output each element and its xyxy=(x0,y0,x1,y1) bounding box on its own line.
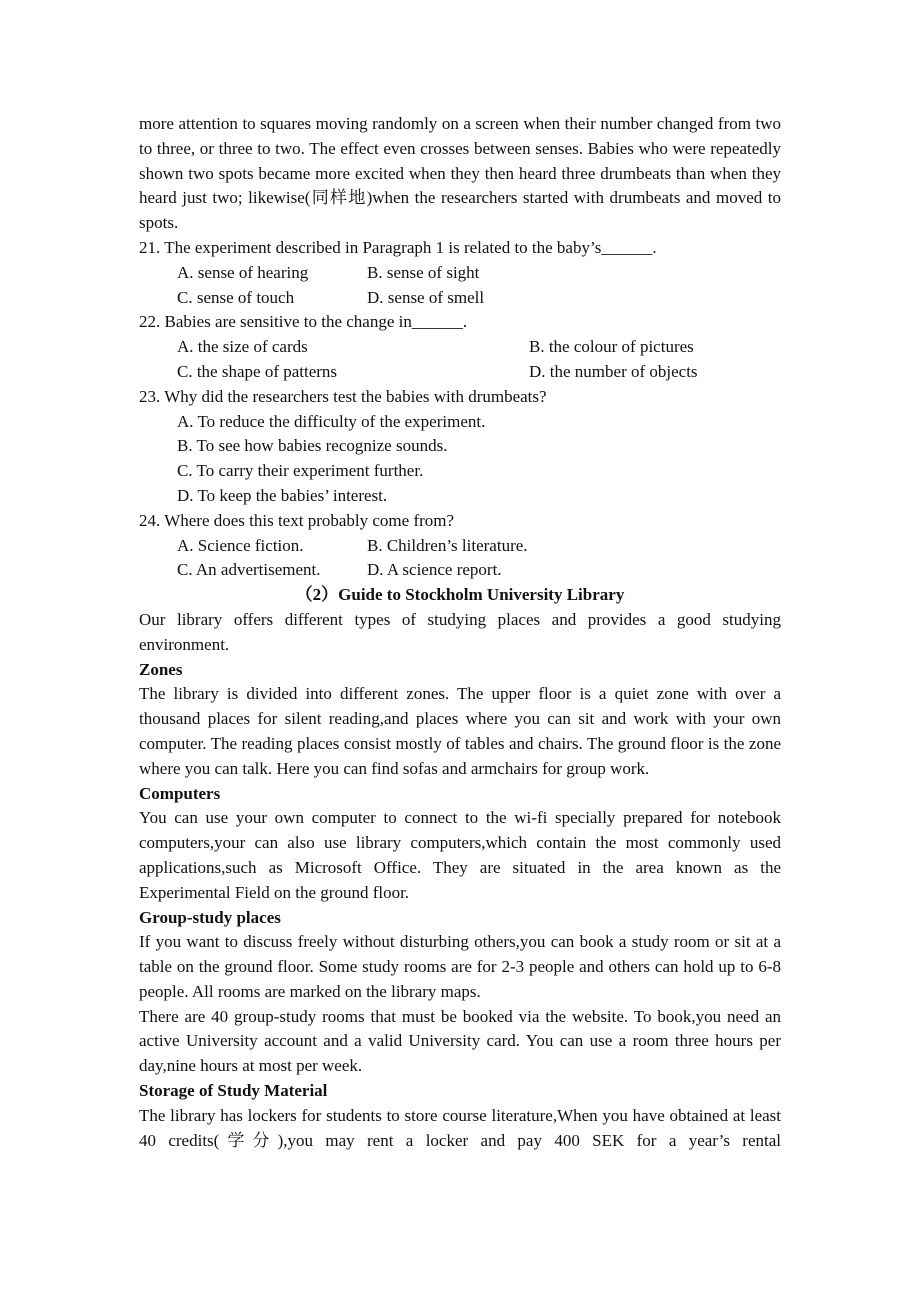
option-22-a: A. the size of cards xyxy=(177,337,308,357)
option-24-c: C. An advertisement. xyxy=(177,560,321,580)
question-24-options-row-1 xyxy=(139,534,781,559)
question-21-options-row-1 xyxy=(139,261,781,286)
option-21-d: D. sense of smell xyxy=(367,287,485,307)
question-22-options-row-1 xyxy=(139,335,781,360)
question-22-stem: 22. Babies are sensitive to the change in______. xyxy=(139,312,468,332)
section-group-study-paragraph-1: If you want to discuss freely without disturbing others,you can book a study room or sit at a table on the ground floor. Some study rooms are for 2-3 people and others can hold up to 6-8 people. All rooms are marked on the library maps. xyxy=(139,932,781,1001)
section-heading-storage: Storage of Study Material xyxy=(139,1081,328,1101)
option-22-b: B. the colour of pictures xyxy=(529,337,694,357)
question-24-stem: 24. Where does this text probably come from? xyxy=(139,510,455,530)
section-heading-computers: Computers xyxy=(139,783,221,803)
option-21-c: C. sense of touch xyxy=(177,287,295,307)
section-storage-paragraph: The library has lockers for students to store course literature,When you have obtained at least 40 credits(学分),you may rent a locker and pay 400 SEK for a year’s rental xyxy=(139,1105,781,1150)
passage2-intro: Our library offers different types of studying places and provides a good studying environment. xyxy=(139,609,781,654)
section-group-study-paragraph-2: There are 40 group-study rooms that must be booked via the website. To book,you need an active University account and a valid University card. You can use a room three hours per day,nine hours at most per week. xyxy=(139,1006,781,1076)
section-heading-zones: Zones xyxy=(139,659,183,679)
option-23-c: C. To carry their experiment further. xyxy=(177,461,424,481)
option-23-b: B. To see how babies recognize sounds. xyxy=(177,436,448,456)
question-21-options-row-2 xyxy=(139,286,781,311)
question-23-stem: 23. Why did the researchers test the babies with drumbeats? xyxy=(139,386,547,406)
section-computers-paragraph: You can use your own computer to connect to the wi-fi specially prepared for notebook computers,your can also use library computers,which contain the most commonly used applications,such as Microsoft Office. They are situated in the area known as the Experimental Field on the ground floor. xyxy=(139,808,781,902)
question-21-stem: 21. The experiment described in Paragraph 1 is related to the baby’s______. xyxy=(139,237,657,257)
document-page xyxy=(139,112,781,1153)
option-21-a: A. sense of hearing xyxy=(177,262,309,282)
option-21-b: B. sense of sight xyxy=(367,262,480,282)
question-22-options-row-2 xyxy=(139,360,781,385)
option-23-a: A. To reduce the difficulty of the experiment. xyxy=(177,411,486,431)
section-heading-group-study: Group-study places xyxy=(139,907,281,927)
option-22-c: C. the shape of patterns xyxy=(177,361,338,381)
option-24-a: A. Science fiction. xyxy=(177,535,304,555)
passage1-tail: more attention to squares moving randomly on a screen when their number changed from two to three, or three to two. The effect even crosses between senses. Babies who were repeatedly shown two spots became more excited when they then heard three drumbeats than when they heard just two; likewise(同样地)when the researchers started with drumbeats and moved to spots. xyxy=(139,114,781,233)
option-23-d: D. To keep the babies’ interest. xyxy=(177,485,388,505)
option-24-d: D. A science report. xyxy=(367,560,502,580)
question-24-options-row-2 xyxy=(139,558,781,583)
option-24-b: B. Children’s literature. xyxy=(367,535,528,555)
passage2-title: （2）Guide to Stockholm University Library xyxy=(295,585,625,605)
option-22-d: D. the number of objects xyxy=(529,361,698,381)
section-zones-paragraph: The library is divided into different zones. The upper floor is a quiet zone with over a thousand places for silent reading,and places where you can sit and work with your own computer. The reading places consist mostly of tables and chairs. The ground floor is the zone where you can talk. Here you can find sofas and armchairs for group work. xyxy=(139,684,781,778)
